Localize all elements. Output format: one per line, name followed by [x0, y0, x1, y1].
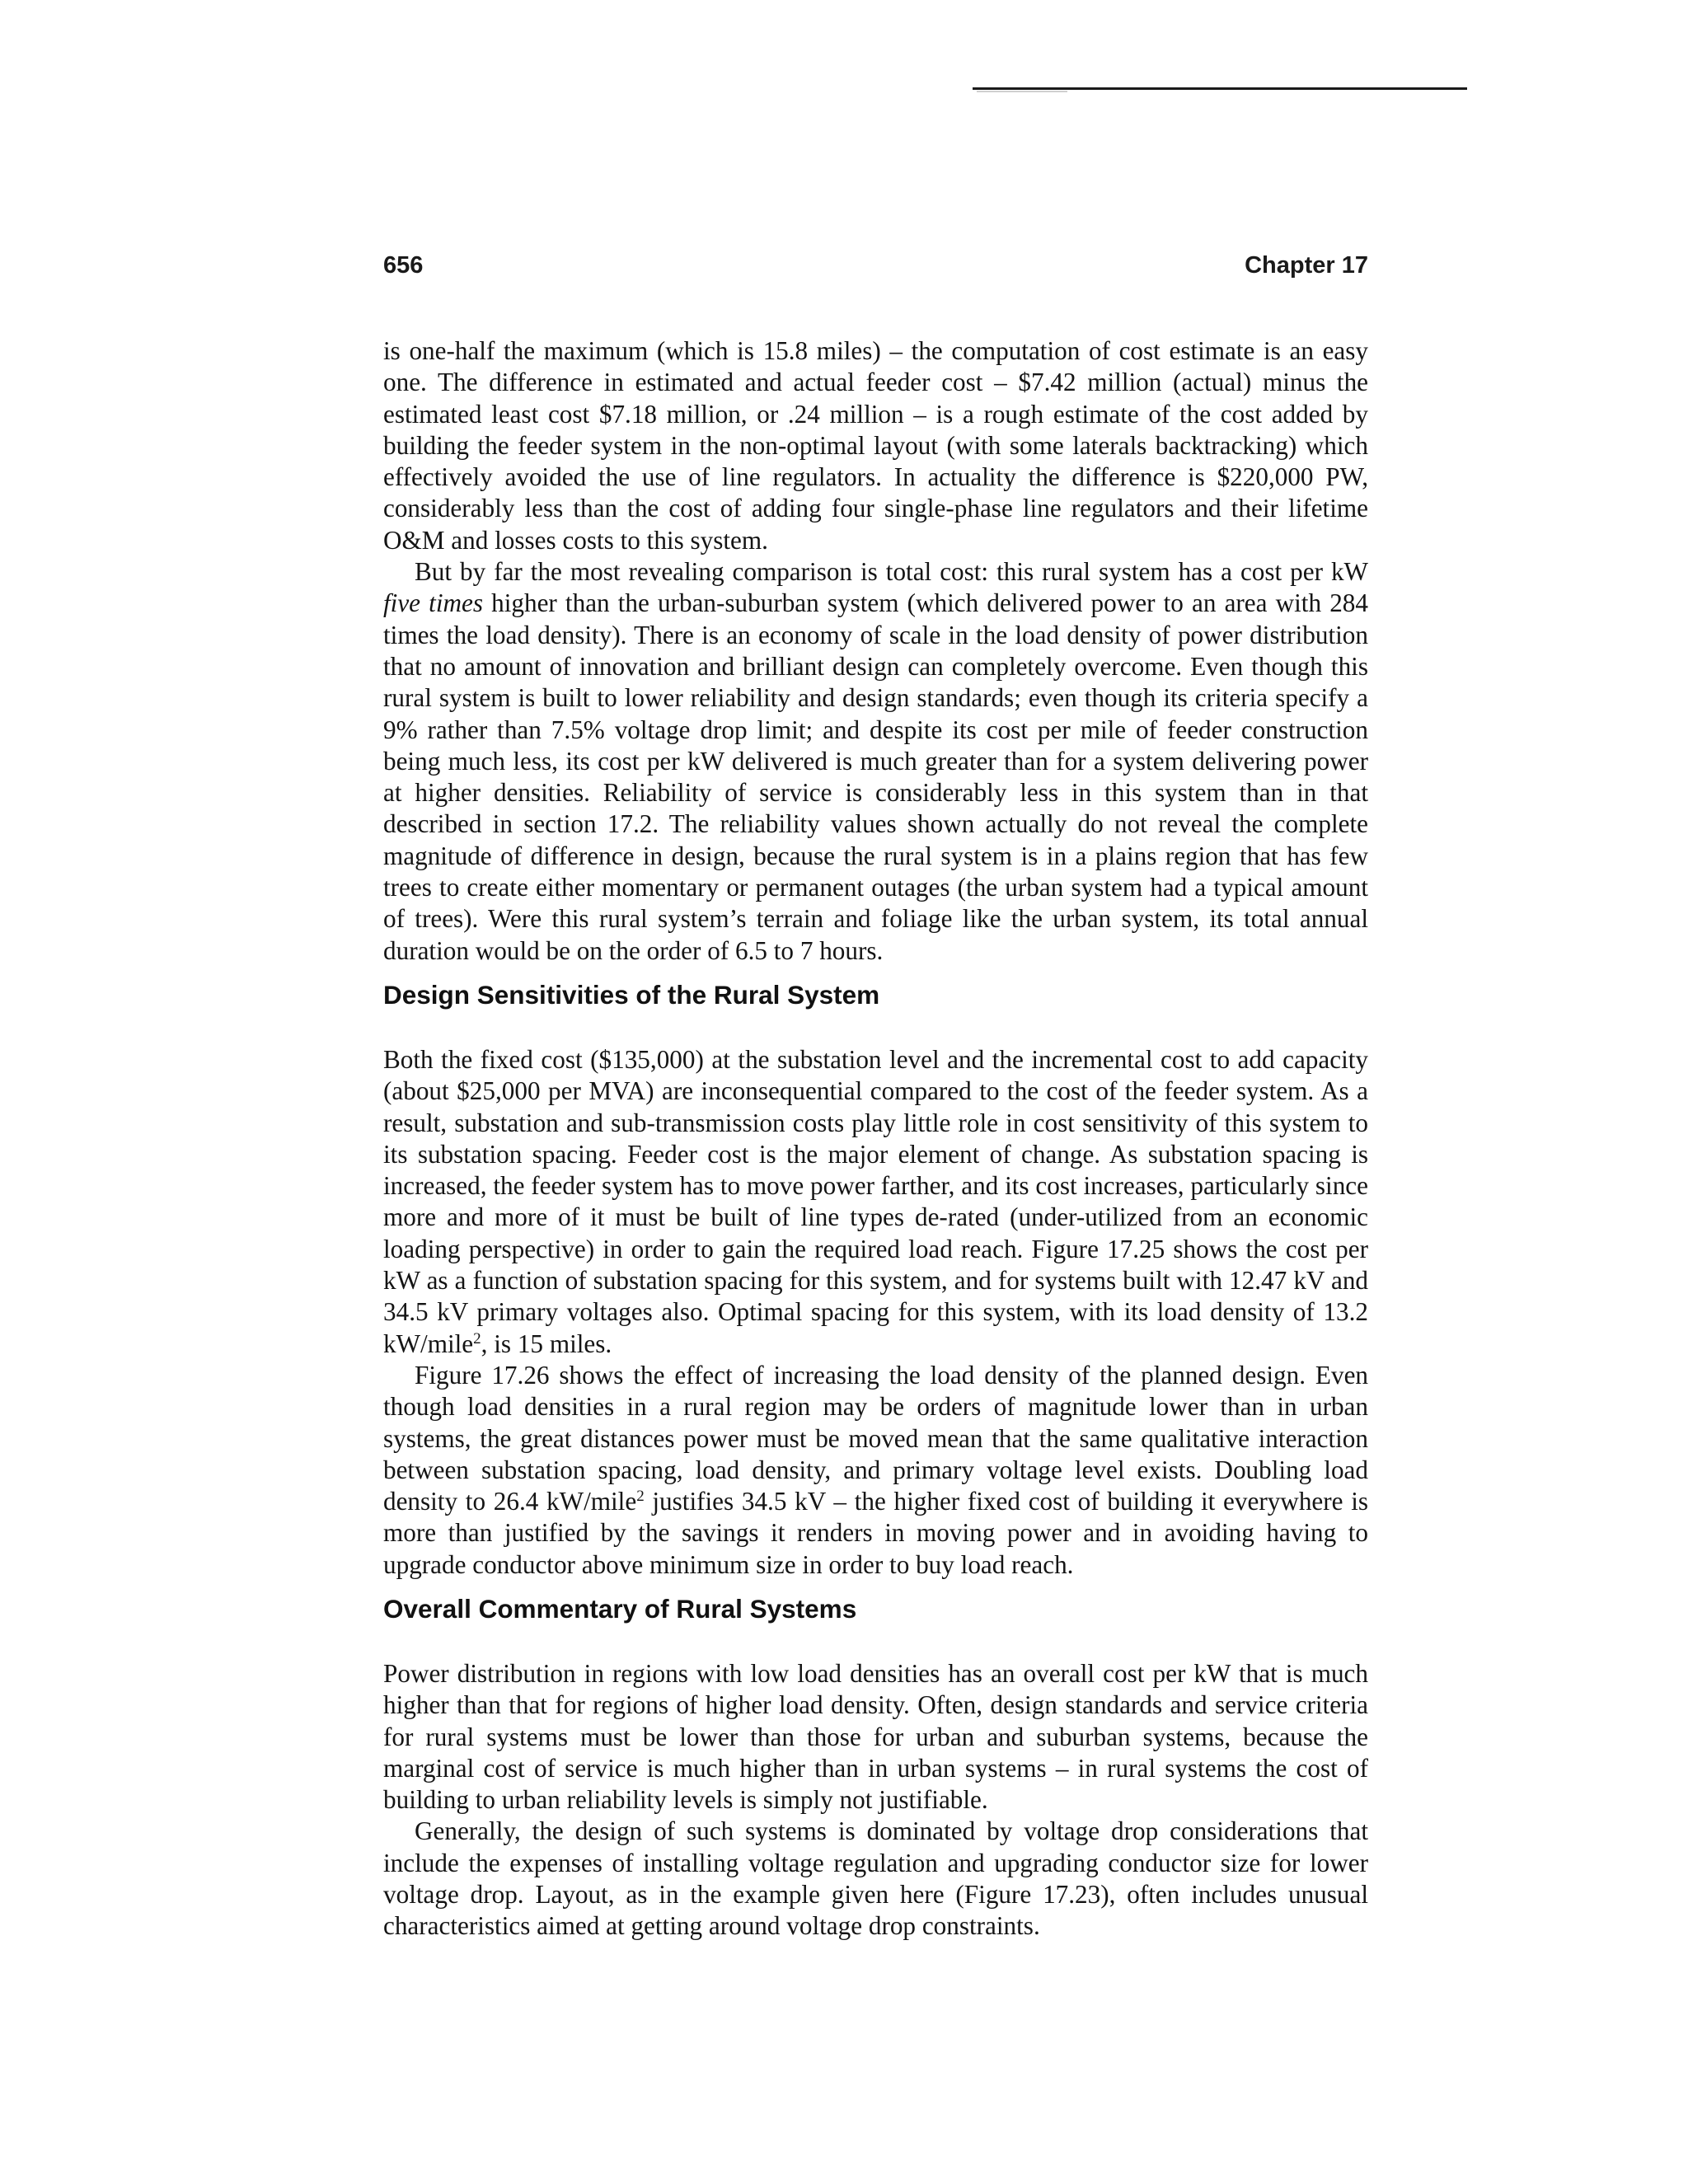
paragraph-6: Generally, the design of such systems is dominated by voltage drop considerations that include the expenses of installing voltage regulation and upgrading conductor size for lower voltage drop. Layout, as in the example given here (Figure 17.23), often includes unusual characteristics aimed at getting around voltage drop constraints. [383, 1816, 1368, 1941]
paragraph-5: Power distribution in regions with low load densities has an overall cost per kW that is much higher than that for regions of higher load density. Often, design standards and service criteria for rural systems must be lower than those for urban and suburban systems, because the marginal cost of service is much higher than in urban systems – in rural systems the cost of building to urban reliability levels is simply not justifiable. [383, 1658, 1368, 1815]
page-number: 656 [383, 252, 424, 279]
paragraph-2-emphasis: five times [383, 588, 483, 618]
paragraph-4-text-a: Figure 17.26 shows the effect of increasing the load density of the planned design. Even though load densities in a rural region may be orders of magnitude lower than in urban systems, the great distances power must be moved mean that the same qualitative interaction between substation spacing, load density, and primary voltage level exists. Doubling load density to 26.4 kW/mile [383, 1360, 1368, 1516]
paragraph-4-superscript: 2 [636, 1488, 645, 1506]
paragraph-1: is one-half the maximum (which is 15.8 miles) – the computation of cost estimate is an easy one. The difference in estimated and actual feeder cost – $7.42 million (actual) minus the estimated least cost $7.18 million, or .24 million – is a rough estimate of the cost added by building the feeder system in the non-optimal layout (with some laterals backtracking) which effectively avoided the use of line regulators. In actuality the difference is $220,000 PW, considerably less than the cost of adding four single-phase line regulators and their lifetime O&M and losses costs to this system. [383, 336, 1368, 555]
paragraph-4 [383, 1360, 1368, 1581]
paragraph-2 [383, 556, 1368, 967]
section-heading-overall-commentary: Overall Commentary of Rural Systems [383, 1593, 857, 1624]
paragraph-3-text-a: Both the fixed cost ($135,000) at the substation level and the incremental cost to add capacity (about $25,000 per MVA) are inconsequential compared to the cost of the feeder system. As a result, substation and sub-transmission costs play little role in cost sensitivity of this system to its substation spacing. Feeder cost is the major element of change. As substation spacing is increased, the feeder system has to move power farther, and its cost increases, particularly since more and more of it must be built of line types de-rated (under-utilized from an economic loading perspective) in order to gain the required load reach. Figure 17.25 shows the cost per kW as a function of substation spacing for this system, and for systems built with 12.47 kV and 34.5 kV primary voltages also. Optimal spacing for this system, with its load density of 13.2 kW/mile [383, 1044, 1368, 1358]
top-rule-faint [977, 91, 1067, 92]
paragraph-2-text-a: But by far the most revealing comparison is total cost: this rural system has a cost per kW [415, 557, 1368, 587]
paragraph-3-superscript: 2 [473, 1329, 481, 1347]
body-text [383, 335, 1368, 1943]
paragraph-3-text-b: , is 15 miles. [481, 1329, 612, 1358]
running-header [383, 252, 1368, 293]
paragraph-2-text-b: higher than the urban-suburban system (which delivered power to an area with 284 times the load density). There is an economy of scale in the load density of power distribution that no amount of innovation and brilliant design can completely overcome. Even though this rural system is built to lower reliability and design standards; even though its criteria specify a 9% rather than 7.5% voltage drop limit; and despite its cost per mile of feeder construction being much less, its cost per kW delivered is much greater than for a system delivering power at higher densities. Reliability of service is considerably less in this system than in that described in section 17.2. The reliability values shown actually do not reveal the complete magnitude of difference in design, because the rural system is in a plains region that has few trees to create either momentary or permanent outages (the urban system had a typical amount of trees). Were this rural system’s terrain and foliage like the urban system, its total annual duration would be on the order of 6.5 to 7 hours. [383, 588, 1368, 965]
paragraph-4-text-b: justifies 34.5 kV – the higher fixed cost of building it everywhere is more than justified by the savings it renders in moving power and in avoiding having to upgrade conductor above minimum size in order to buy load reach. [383, 1487, 1368, 1579]
top-rule [973, 87, 1467, 90]
section-heading-design-sensitivities: Design Sensitivities of the Rural System [383, 979, 880, 1010]
chapter-label: Chapter 17 [1245, 252, 1368, 279]
paragraph-3 [383, 1044, 1368, 1360]
